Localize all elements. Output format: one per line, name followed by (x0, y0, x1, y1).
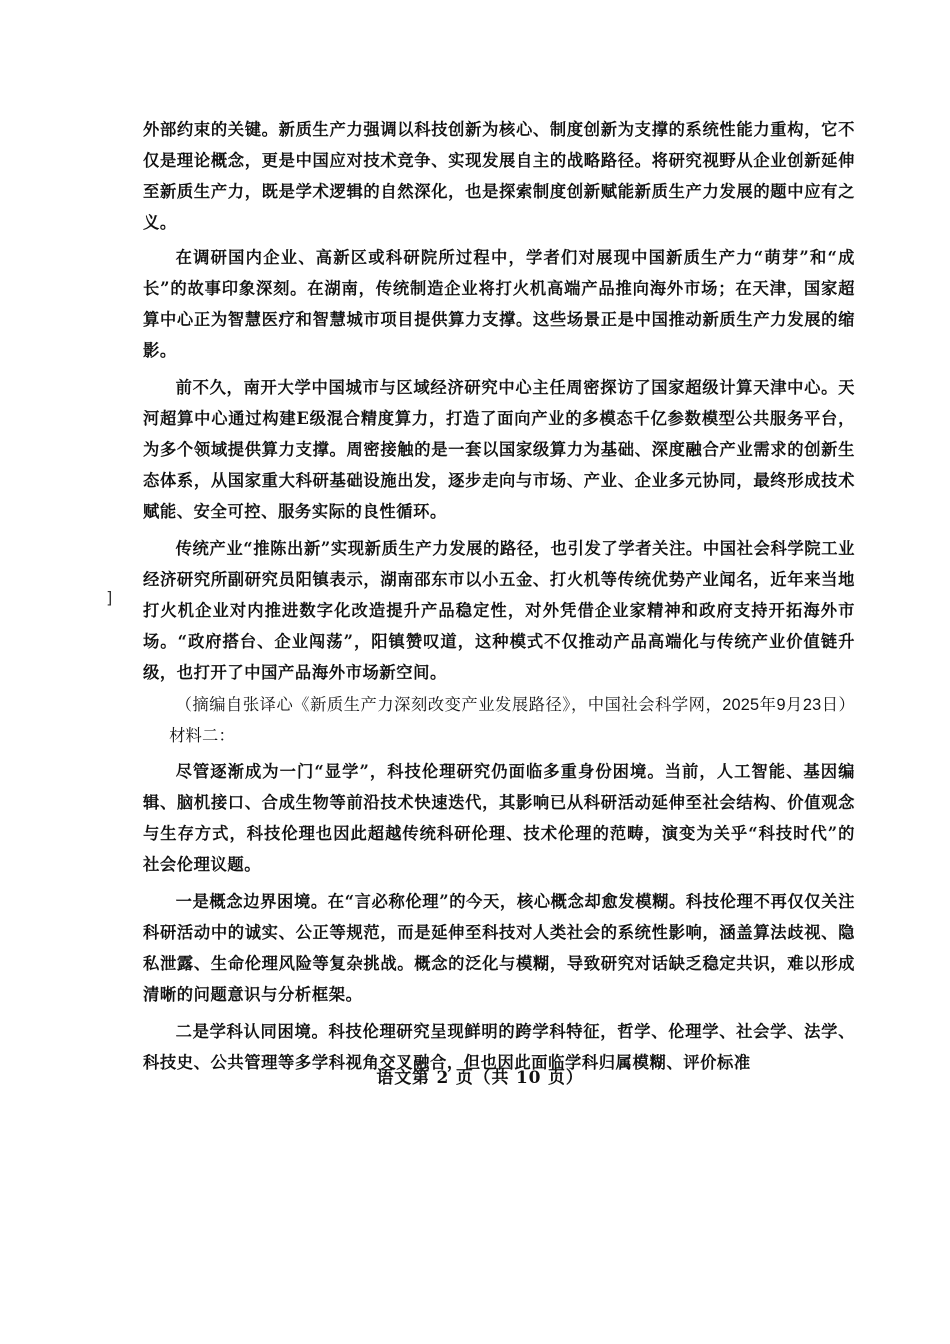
source-citation: （摘编自张译心《新质生产力深刻改变产业发展路径》，中国社会科学网，2025年9月23日）材料二： (169, 696, 855, 745)
paragraph-5: 尽管逐渐成为一门“显学”，科技伦理研究仍面临多重身份困境。当前，人工智能、基因编辑、脑机接口、合成生物等前沿技术快速迭代，其影响已从科研活动延伸至社会结构、价值观念与生存方式，科技伦理也因此超越传统科研伦理、技术伦理的范畴，演变为关乎“科技时代”的社会伦理议题。 (143, 762, 855, 874)
paragraph-3: 前不久，南开大学中国城市与区域经济研究中心主任周密探访了国家超级计算天津中心。天河超算中心通过构建E级混合精度算力，打造了面向产业的多模态千亿参数模型公共服务平台，为多个领域提供算力支撑。周密接触的是一套以国家级算力为基础、深度融合产业需求的创新生态体系，从国家重大科研基础设施出发，逐步走向与市场、产业、企业多元协同，最终形成技术赋能、安全可控、服务实际的良性循环。 (143, 378, 855, 521)
page-footer: 语文第 2 页（共 10 页） (376, 1068, 584, 1088)
paragraph-7: 二是学科认同困境。科技伦理研究呈现鲜明的跨学科特征，哲学、伦理学、社会学、法学、科技史、公共管理等多学科视角交叉融合，但也因此面临学科归属模糊、评价标准 (143, 1022, 855, 1072)
paragraph-6: 一是概念边界困境。在“言必称伦理”的今天，核心概念却愈发模糊。科技伦理不再仅仅关注科研活动中的诚实、公正等规范，而是延伸至科技对人类社会的系统性影响，涵盖算法歧视、隐私泄露、生命伦理风险等复杂挑战。概念的泛化与模糊，导致研究对话缺乏稳定共识，难以形成清晰的问题意识与分析框架。 (143, 892, 855, 1004)
paragraph-4: 传统产业“推陈出新”实现新质生产力发展的路径，也引发了学者关注。中国社会科学院工业经济研究所副研究员阳镇表示，湖南邵东市以小五金、打火机等传统优势产业闻名，近年来当地打火机企业对内推进数字化改造提升产品稳定性，对外凭借企业家精神和政府支持开拓海外市场。“政府搭台、企业闯荡”，阳镇赞叹道，这种模式不仅推动产品高端化与传统产业价值链升级，也打开了中国产品海外市场新空间。 (143, 539, 855, 682)
margin-bracket-mark: ] (105, 588, 115, 607)
document-body (143, 114, 855, 1078)
paragraph-2: 在调研国内企业、高新区或科研院所过程中，学者们对展现中国新质生产力“萌芽”和“成长”的故事印象深刻。在湖南，传统制造企业将打火机高端产品推向海外市场；在天津，国家超算中心正为智慧医疗和智慧城市项目提供算力支撑。这些场景正是中国推动新质生产力发展的缩影。 (143, 248, 855, 360)
paragraph-1: 外部约束的关键。新质生产力强调以科技创新为核心、制度创新为支撑的系统性能力重构，它不仅是理论概念，更是中国应对技术竞争、实现发展自主的战略路径。将研究视野从企业创新延伸至新质生产力，既是学术逻辑的自然深化，也是探索制度创新赋能新质生产力发展的题中应有之义。 (143, 120, 855, 232)
